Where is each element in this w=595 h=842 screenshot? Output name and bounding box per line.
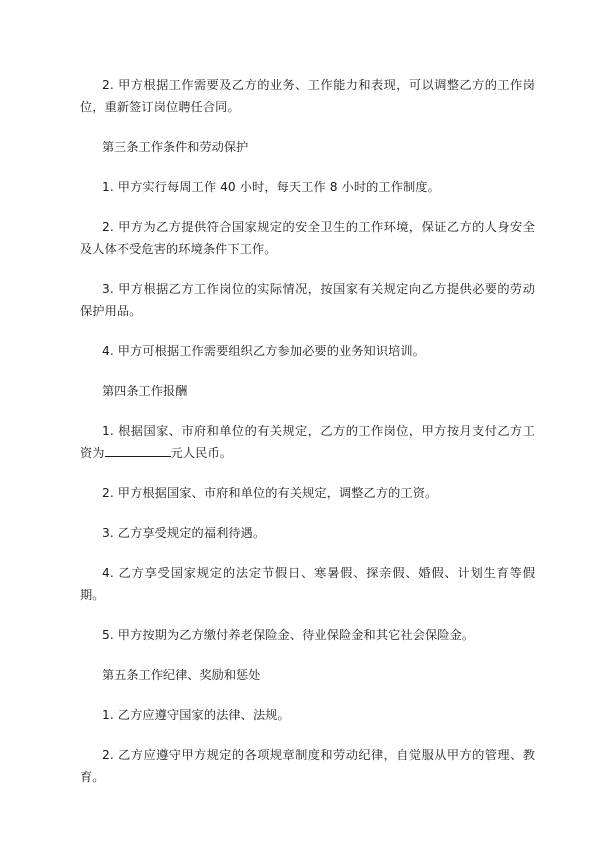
section-heading: 第三条工作条件和劳动保护 <box>102 140 249 154</box>
clause-text-before-blank: 1. 根据国家、市府和单位的有关规定，乙方的工作岗位，甲方按月支付乙方工资为 <box>80 424 535 460</box>
clause-paragraph: 2. 甲方根据工作需要及乙方的业务、工作能力和表现，可以调整乙方的工作岗位，重新签订岗位聘任合同。 <box>80 78 535 114</box>
clause-paragraph: 4. 甲方可根据工作需要组织乙方参加必要的业务知识培训。 <box>102 344 425 358</box>
section-heading: 第五条工作纪律、奖励和惩处 <box>102 668 261 682</box>
clause-paragraph: 1. 甲方实行每周工作 40 小时，每天工作 8 小时的工作制度。 <box>102 180 440 194</box>
clause-paragraph: 2. 甲方根据国家、市府和单位的有关规定，调整乙方的工资。 <box>102 486 438 500</box>
fill-in-blank <box>105 442 171 457</box>
clause-text-after-blank: 元人民币。 <box>170 446 233 460</box>
clause-paragraph-with-blank <box>80 420 535 464</box>
clause-paragraph: 3. 乙方享受规定的福利待遇。 <box>102 526 266 540</box>
section-heading: 第四条工作报酬 <box>102 384 188 398</box>
clause-paragraph: 2. 乙方应遵守甲方规定的各项规章制度和劳动纪律，自觉服从甲方的管理、教育。 <box>80 748 535 784</box>
clause-paragraph: 1. 乙方应遵守国家的法律、法规。 <box>102 708 290 722</box>
clause-paragraph: 3. 甲方根据乙方工作岗位的实际情况，按国家有关规定向乙方提供必要的劳动保护用品。 <box>80 282 535 318</box>
clause-paragraph: 5. 甲方按期为乙方缴付养老保险金、待业保险金和其它社会保险金。 <box>102 628 475 642</box>
clause-paragraph: 4. 乙方享受国家规定的法定节假日、寒暑假、探亲假、婚假、计划生育等假期。 <box>80 566 535 602</box>
clause-paragraph: 2. 甲方为乙方提供符合国家规定的安全卫生的工作环境，保证乙方的人身安全及人体不受危害的环境条件下工作。 <box>80 220 535 256</box>
